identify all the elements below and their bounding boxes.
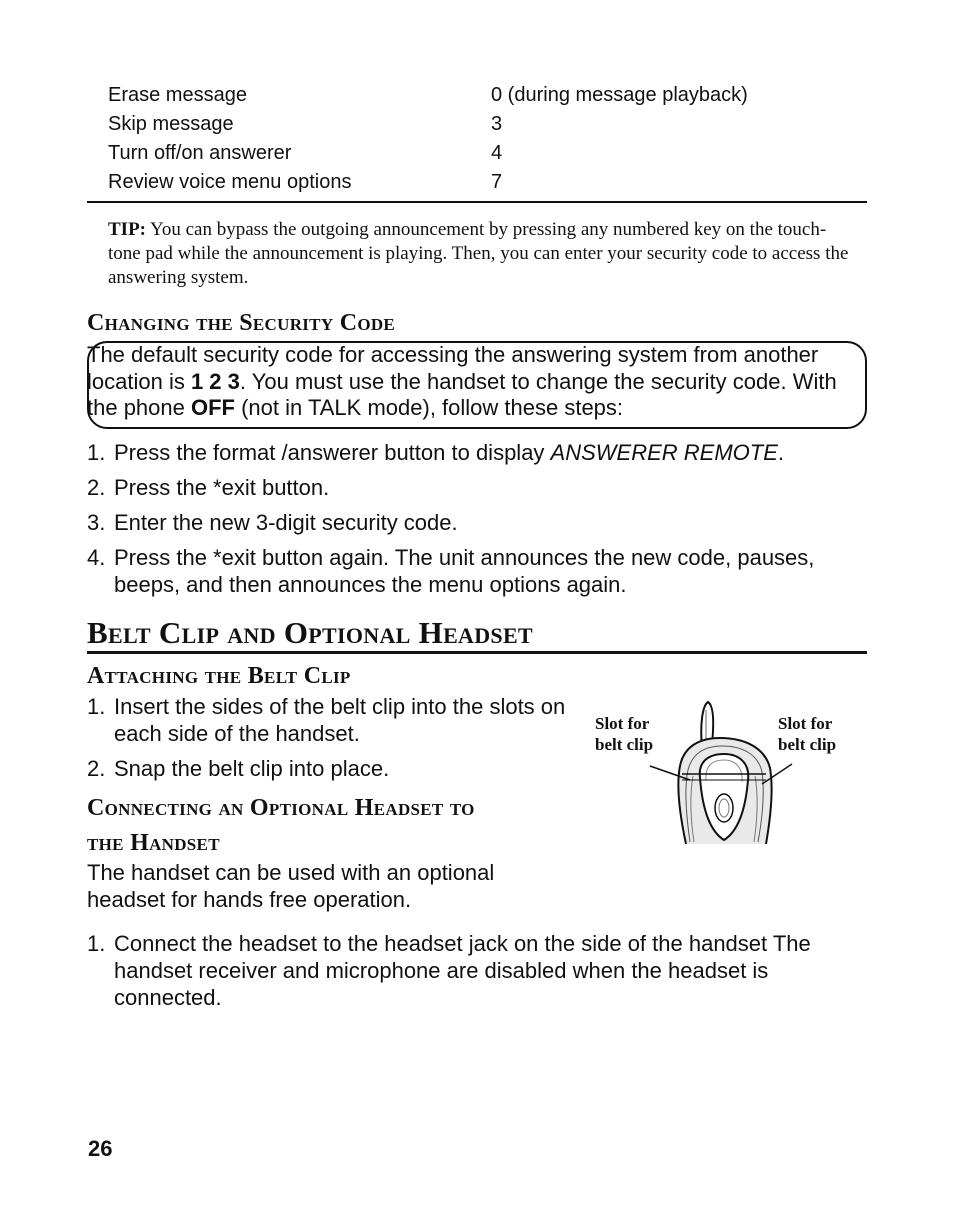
handset-figure — [590, 696, 860, 848]
label-line: Slot for — [778, 714, 833, 733]
command-action: Skip message — [108, 113, 234, 135]
step-number: 3. — [87, 510, 106, 535]
step-text-main: Press the format /answerer button to display — [114, 440, 551, 465]
security-intro — [87, 342, 862, 422]
command-action: Turn off/on answerer — [108, 142, 292, 164]
connect-heading: Connecting an Optional Headset to — [87, 795, 475, 821]
step-text: Insert the sides of the belt clip into the slots on each side of the handset. — [114, 694, 566, 746]
connect-heading-2: the Handset — [87, 830, 220, 856]
off-label: OFF — [190, 395, 235, 420]
step-text: Press the *exit button. — [114, 475, 330, 500]
list-item — [87, 439, 867, 466]
default-code: 1 2 3 — [190, 368, 240, 394]
label-line: belt clip — [778, 735, 837, 754]
handset-illustration — [590, 696, 860, 848]
step-number: 1. — [87, 931, 106, 956]
intro-text: The default security code for accessing the answering system from another location is — [87, 342, 819, 394]
security-heading: Changing the Security Code — [87, 310, 396, 336]
step-text: Press the *exit button again. The unit announces the new code, pauses, beeps, and then announces the menu options again. — [114, 545, 815, 597]
step-number: 2. — [87, 756, 106, 781]
command-action: Erase message — [108, 84, 247, 106]
step-text: Enter the new 3-digit security code. — [114, 510, 458, 535]
page-number: 26 — [88, 1136, 113, 1161]
display-text: ANSWERER REMOTE — [550, 440, 778, 465]
tip-text: You can bypass the outgoing announcement by pressing any numbered key on the touch-tone pad while the announcement is playing. Then, you can enter your security code to access the answering system. — [108, 219, 849, 288]
command-key: 7 — [491, 171, 503, 193]
tip-label: TIP: — [108, 219, 146, 240]
connect-intro: The handset can be used with an optional headset for hands free operation. — [87, 860, 495, 912]
section-heading: Belt Clip and Optional Headset — [87, 615, 533, 650]
list-item — [87, 509, 867, 536]
label-line: belt clip — [595, 735, 654, 754]
step-number: 1. — [87, 440, 106, 465]
command-key: 0 (during message playback) — [491, 84, 748, 106]
step-text: Snap the belt clip into place. — [114, 756, 390, 781]
table-divider — [87, 201, 867, 203]
command-row — [108, 110, 868, 139]
step-text — [114, 439, 867, 466]
command-key: 3 — [491, 113, 503, 135]
step-text: Connect the headset to the headset jack on the side of the handset The handset receiver and microphone are disabled when the headset is connected. — [114, 931, 811, 1010]
attach-heading: Attaching the Belt Clip — [87, 663, 351, 689]
step-number: 1. — [87, 694, 106, 719]
label-line: Slot for — [595, 714, 650, 733]
list-item — [87, 544, 867, 598]
list-item — [87, 693, 572, 747]
step-number: 2. — [87, 475, 106, 500]
command-row — [108, 81, 868, 110]
command-row — [108, 139, 868, 168]
intro-text: (not in TALK mode), follow these steps: — [234, 395, 624, 420]
step-number: 4. — [87, 545, 106, 570]
intro-text: . You must use the handset to change the security code. With the phone — [87, 368, 837, 420]
list-item — [87, 930, 877, 1011]
list-item — [87, 474, 867, 501]
tip-paragraph — [108, 218, 853, 290]
command-row — [108, 168, 868, 197]
list-item — [87, 755, 572, 782]
command-action: Review voice menu options — [108, 171, 352, 193]
command-key: 4 — [491, 142, 503, 164]
step-text-end: . — [777, 440, 785, 465]
section-divider — [87, 651, 867, 654]
